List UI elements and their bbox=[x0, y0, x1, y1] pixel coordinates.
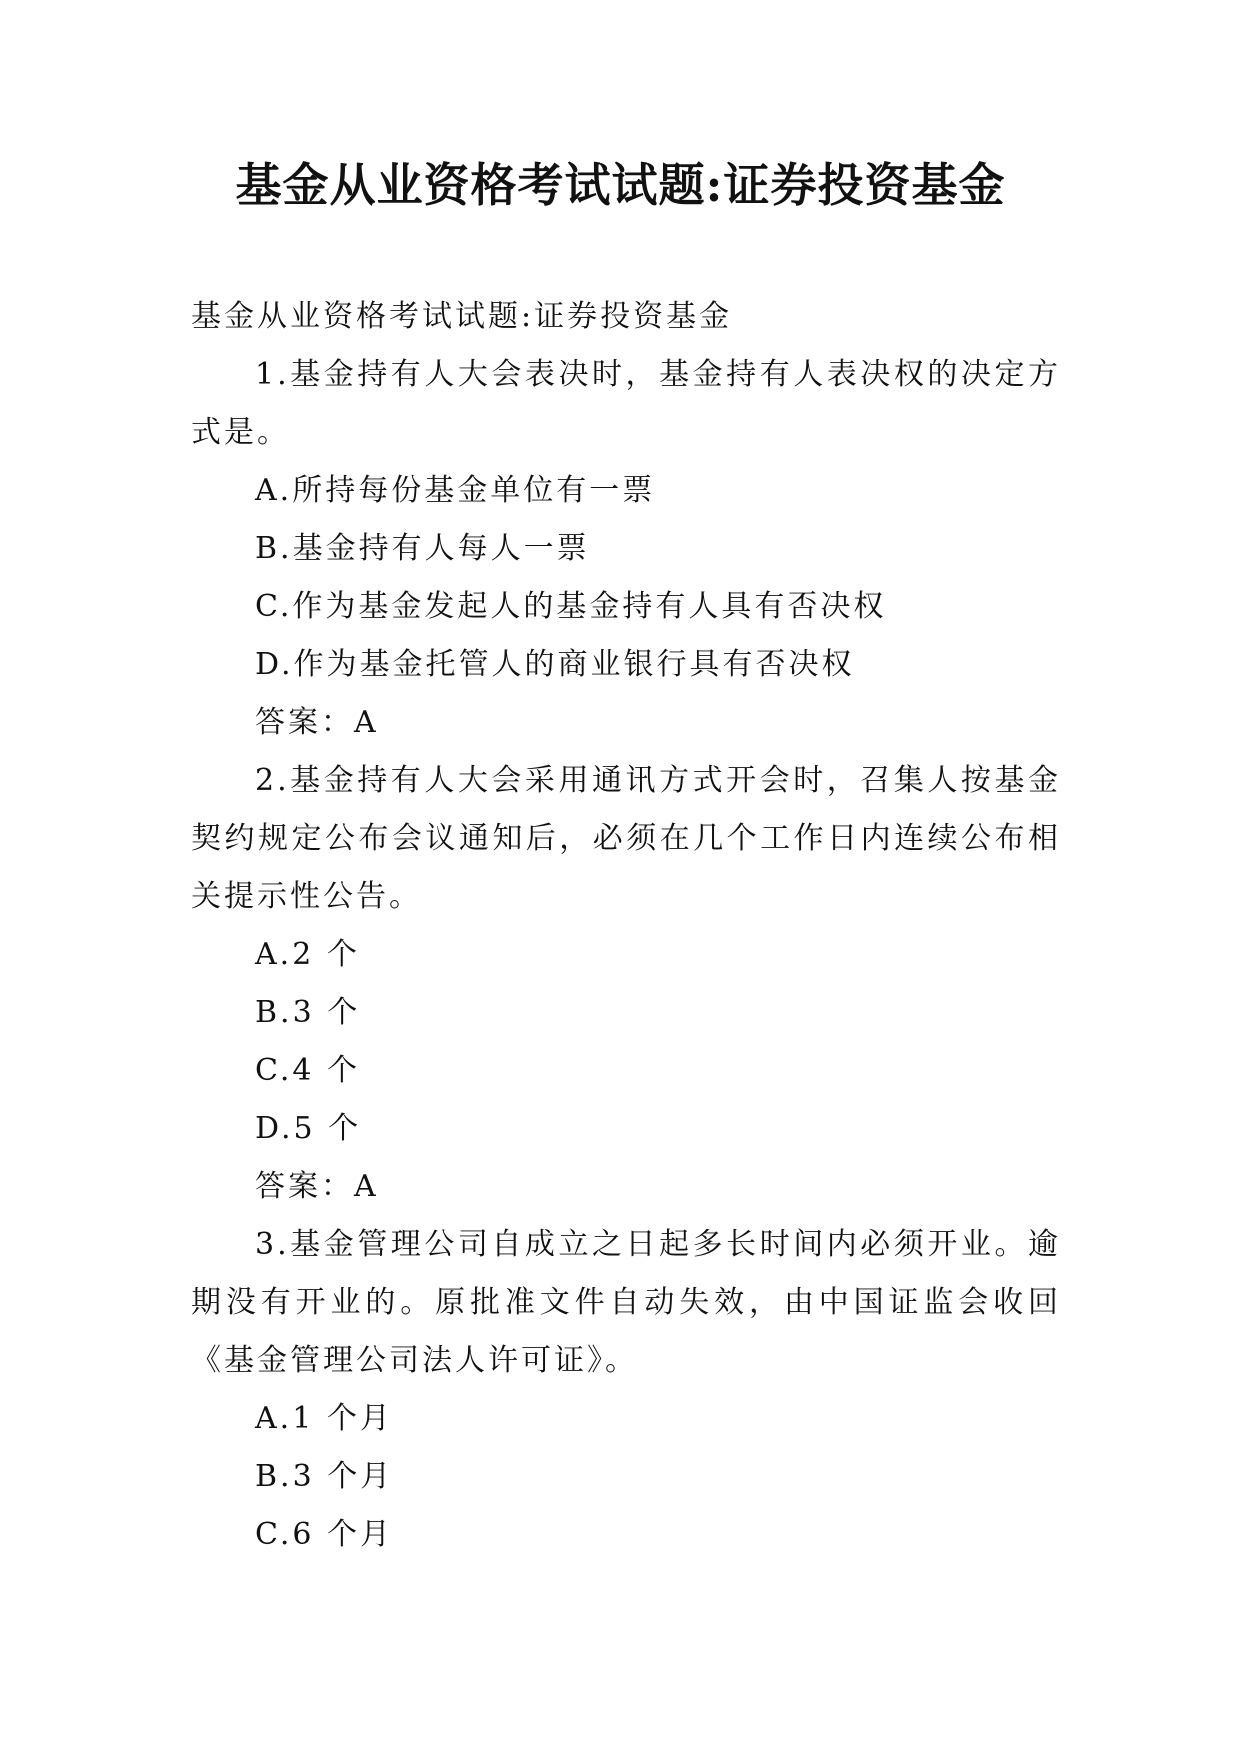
question-1-stem: 1.基金持有人大会表决时，基金持有人表决权的决定方式是。 bbox=[191, 357, 1061, 450]
question-2-option-c: C.4 个 bbox=[255, 1053, 361, 1088]
question-3-option-c: C.6 个月 bbox=[255, 1517, 394, 1552]
question-1-option-d: D.作为基金托管人的商业银行具有否决权 bbox=[255, 647, 855, 682]
question-1-answer: 答案：A bbox=[255, 705, 379, 740]
question-2-answer: 答案：A bbox=[255, 1169, 379, 1204]
document-subtitle: 基金从业资格考试试题:证券投资基金 bbox=[191, 299, 733, 334]
question-3-stem: 3.基金管理公司自成立之日起多长时间内必须开业。逾期没有开业的。原批准文件自动失效，由中国证监会收回《基金管理公司法人许可证》。 bbox=[191, 1227, 1061, 1378]
question-1-option-c: C.作为基金发起人的基金持有人具有否决权 bbox=[255, 589, 887, 624]
question-2-option-b: B.3 个 bbox=[255, 995, 361, 1030]
question-2-stem: 2.基金持有人大会采用通讯方式开会时，召集人按基金契约规定公布会议通知后，必须在几个工作日内连续公布相关提示性公告。 bbox=[191, 763, 1061, 914]
question-3-option-b: B.3 个月 bbox=[255, 1459, 394, 1494]
question-2-option-a: A.2 个 bbox=[255, 937, 360, 972]
question-1-option-b: B.基金持有人每人一票 bbox=[255, 531, 590, 566]
document-title: 基金从业资格考试试题:证券投资基金 bbox=[235, 158, 1006, 212]
question-1-option-a: A.所持每份基金单位有一票 bbox=[255, 473, 656, 508]
question-3-option-a: A.1 个月 bbox=[255, 1401, 393, 1436]
question-2-option-d: D.5 个 bbox=[255, 1111, 362, 1146]
document-body bbox=[191, 288, 1061, 1564]
